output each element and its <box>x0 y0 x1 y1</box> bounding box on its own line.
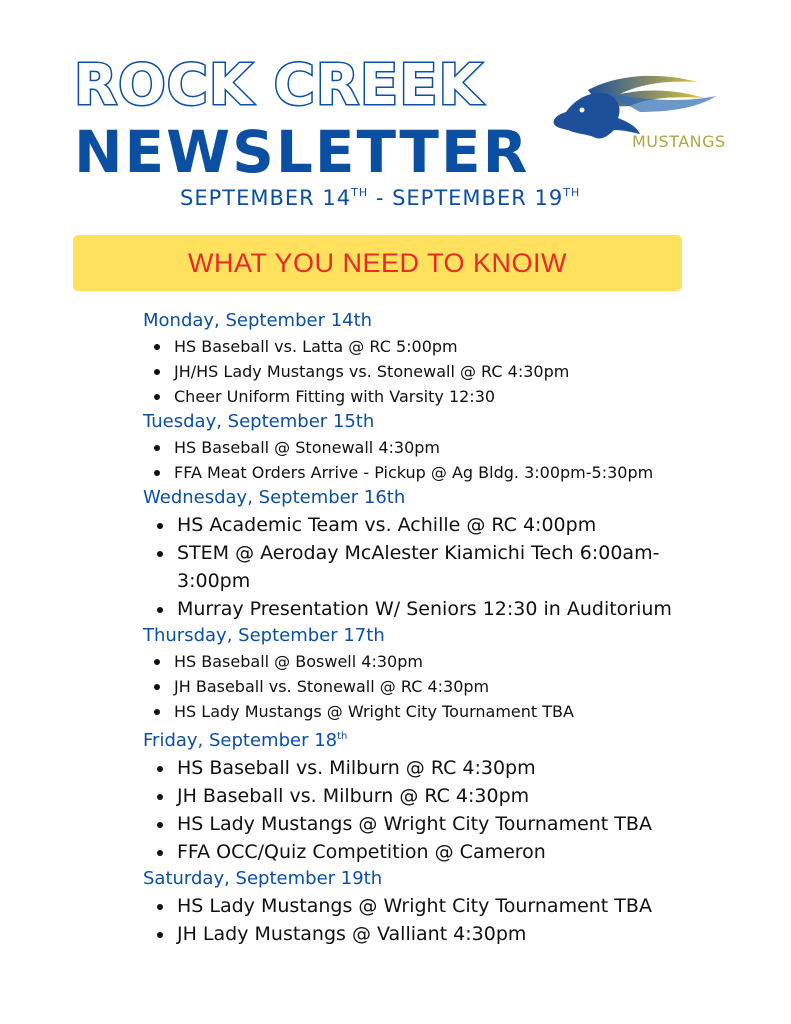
list-item: Murray Presentation W/ Seniors 12:30 in Auditorium <box>143 595 703 623</box>
list-item: JH/HS Lady Mustangs vs. Stonewall @ RC 4:30pm <box>143 359 703 384</box>
logo-text: MUSTANGS <box>632 132 726 151</box>
day-list-tuesday <box>143 435 703 485</box>
list-item: JH Baseball vs. Stonewall @ RC 4:30pm <box>143 674 703 699</box>
day-heading-friday <box>143 724 703 754</box>
day-heading-friday-text: Friday, September 18 <box>143 730 338 751</box>
list-item: FFA OCC/Quiz Competition @ Cameron <box>143 838 703 866</box>
date-range <box>180 186 580 210</box>
day-list-monday <box>143 334 703 409</box>
newsletter-title-line2: NEWSLETTER <box>74 118 530 186</box>
day-heading-tuesday: Tuesday, September 15th <box>143 411 375 432</box>
date-end: SEPTEMBER 19 <box>392 186 564 210</box>
list-item: STEM @ Aeroday McAlester Kiamichi Tech 6:00am-3:00pm <box>143 539 703 595</box>
day-heading-thursday: Thursday, September 17th <box>143 625 385 646</box>
day-list-friday <box>143 754 703 866</box>
date-start-suffix: TH <box>351 186 369 199</box>
list-item: HS Lady Mustangs @ Wright City Tournament TBA <box>143 810 703 838</box>
list-item: HS Academic Team vs. Achille @ RC 4:00pm <box>143 511 703 539</box>
day-heading-monday: Monday, September 14th <box>143 310 373 331</box>
need-to-know-banner <box>73 235 682 291</box>
day-heading-wednesday: Wednesday, September 16th <box>143 487 406 508</box>
newsletter-title-line1: ROCK CREEK <box>74 53 483 118</box>
date-start: SEPTEMBER 14 <box>180 186 352 210</box>
list-item: FFA Meat Orders Arrive - Pickup @ Ag Bldg. 3:00pm-5:30pm <box>143 460 703 485</box>
date-end-suffix: TH <box>563 186 581 199</box>
day-list-thursday <box>143 649 703 724</box>
day-list-wednesday <box>143 511 703 623</box>
list-item: JH Lady Mustangs @ Valliant 4:30pm <box>143 920 703 948</box>
list-item: JH Baseball vs. Milburn @ RC 4:30pm <box>143 782 703 810</box>
list-item: HS Baseball vs. Latta @ RC 5:00pm <box>143 334 703 359</box>
list-item: HS Baseball vs. Milburn @ RC 4:30pm <box>143 754 703 782</box>
list-item: HS Lady Mustangs @ Wright City Tournament TBA <box>143 699 703 724</box>
list-item: HS Baseball @ Stonewall 4:30pm <box>143 435 703 460</box>
day-heading-saturday: Saturday, September 19th <box>143 868 383 889</box>
day-list-saturday <box>143 892 703 948</box>
list-item: HS Baseball @ Boswell 4:30pm <box>143 649 703 674</box>
list-item: HS Lady Mustangs @ Wright City Tournament TBA <box>143 892 703 920</box>
list-item: Cheer Uniform Fitting with Varsity 12:30 <box>143 384 703 409</box>
weekly-schedule <box>143 308 703 948</box>
date-separator: - <box>368 186 393 210</box>
day-heading-friday-suffix: th <box>337 731 348 742</box>
banner-text: WHAT YOU NEED TO KNOIW <box>187 247 568 278</box>
